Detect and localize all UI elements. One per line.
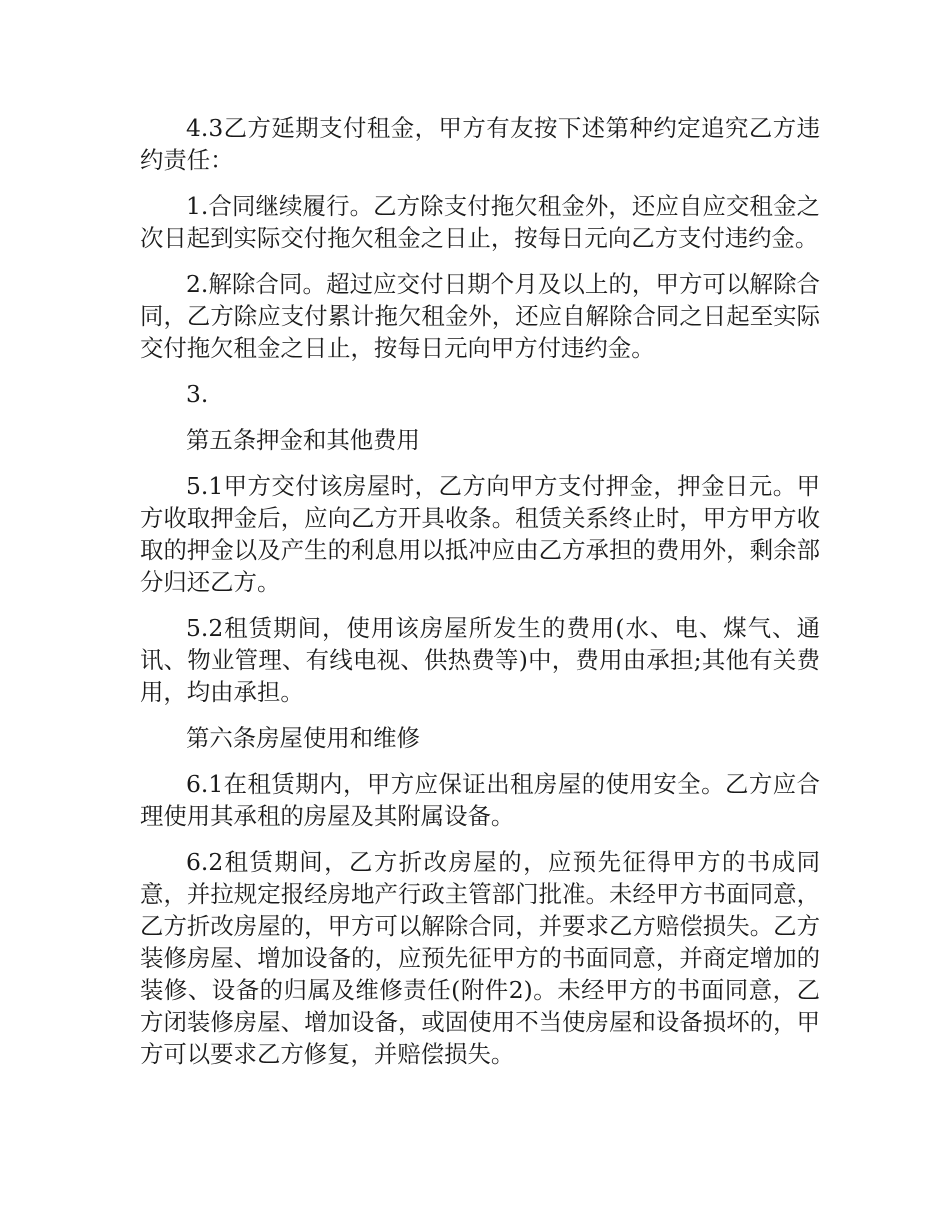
clause-4-3-option-3: 3. xyxy=(186,380,209,408)
clause-6-1: 6.1在租赁期内，甲方应保证出租房屋的使用安全。乙方应合理使用其承租的房屋及其附属设备。 xyxy=(140,770,820,830)
clause-5-1: 5.1甲方交付该房屋时，乙方向甲方支付押金，押金日元。甲方收取押金后，应向乙方开具收条。租赁关系终止时，甲方甲方收取的押金以及产生的利息用以抵冲应由乙方承担的费用外，剩余部分归还乙方。 xyxy=(140,472,820,596)
document-page xyxy=(140,112,820,1084)
section-6-heading: 第六条房屋使用和维修 xyxy=(186,724,420,752)
section-5-heading: 第五条押金和其他费用 xyxy=(186,426,420,454)
clause-4-3: 4.3乙方延期支付租金，甲方有友按下述第种约定追究乙方违约责任： xyxy=(140,114,820,174)
clause-4-3-option-1: 1.合同继续履行。乙方除支付拖欠租金外，还应自应交租金之次日起到实际交付拖欠租金之日止，按每日元向乙方支付违约金。 xyxy=(140,192,820,252)
clause-4-3-option-2: 2.解除合同。超过应交付日期个月及以上的，甲方可以解除合同，乙方除应支付累计拖欠租金外，还应自解除合同之日起至实际交付拖欠租金之日止，按每日元向甲方付违约金。 xyxy=(140,270,820,362)
clause-6-2: 6.2租赁期间，乙方折改房屋的，应预先征得甲方的书成同意，并拉规定报经房地产行政主管部门批准。未经甲方书面同意，乙方折改房屋的，甲方可以解除合同，并要求乙方赔偿损失。乙方装修房屋、增加设备的，应预先征甲方的书面同意，并商定增加的装修、设备的归属及维修责任(附件2)。未经甲方的书面同意，乙方闭装修房屋、增加设备，或固使用不当使房屋和设备损坏的，甲方可以要求乙方修复，并赔偿损失。 xyxy=(140,848,820,1068)
clause-5-2: 5.2租赁期间，使用该房屋所发生的费用(水、电、煤气、通讯、物业管理、有线电视、供热费等)中，费用由承担;其他有关费用，均由承担。 xyxy=(140,614,820,706)
